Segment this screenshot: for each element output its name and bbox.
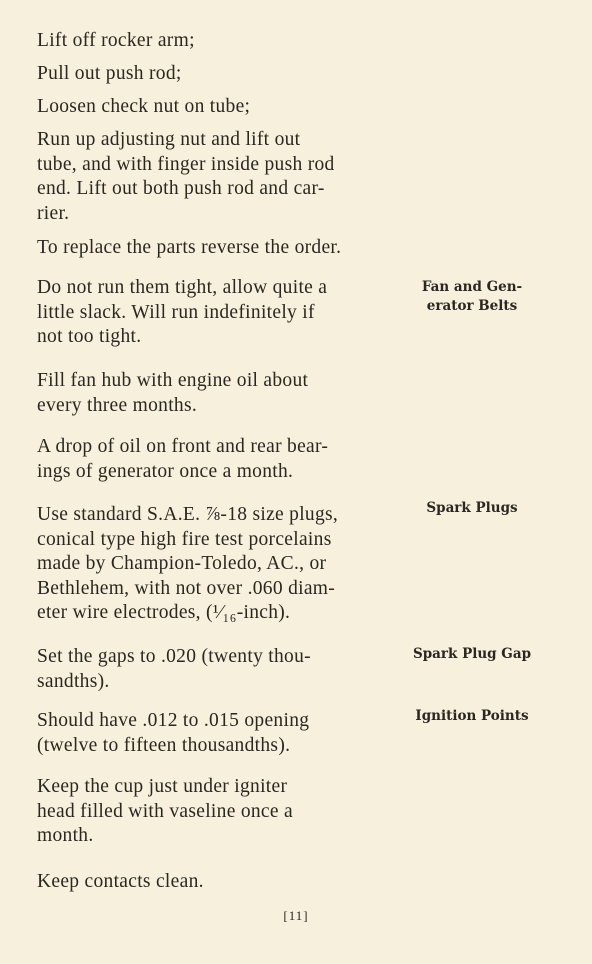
side-heading-line: Fan and Gen- [421, 279, 523, 295]
text-line: end. Lift out both push rod and car- [37, 178, 325, 199]
paragraph-set-gaps [37, 645, 389, 694]
text-line: little slack. Will run indefinitely if [37, 301, 315, 323]
paragraph-replace-parts [37, 236, 389, 261]
text-line: Should have .012 to .015 opening [37, 710, 310, 731]
text-line: Lift off rocker arm; [37, 30, 195, 51]
text-line: eter wire electrodes, (¹⁄₁₆-inch). [37, 602, 291, 623]
text-line: (twelve to fifteen thousandths). [37, 734, 291, 756]
text-line: Do not run them tight, allow quite a [37, 277, 328, 298]
paragraph-keep-contacts-clean [37, 870, 389, 895]
paragraph-fan-hub-oil [37, 369, 389, 418]
text-line: Use standard S.A.E. ⅞-18 size plugs, [37, 504, 339, 525]
side-heading-line: Spark Plugs [426, 500, 518, 516]
text-line: conical type high fire test porcelains [37, 528, 332, 550]
side-heading-fan-generator-belts [382, 278, 562, 316]
paragraph-run-up-adjusting-nut [37, 128, 389, 226]
text-line: Run up adjusting nut and lift out [37, 129, 301, 150]
text-line: Loosen check nut on tube; [37, 96, 251, 117]
paragraph-belts-slack [37, 276, 389, 350]
page-number: [11] [283, 908, 309, 923]
text-line: Bethlehem, with not over .060 diam- [37, 577, 336, 599]
text-line: sandths). [37, 670, 110, 692]
text-line: not too tight. [37, 326, 142, 347]
text-line: head filled with vaseline once a [37, 800, 293, 822]
side-heading-line: Spark Plug Gap [412, 646, 532, 662]
side-heading-ignition-points [382, 707, 562, 726]
text-line: month. [37, 825, 94, 846]
side-heading-spark-plugs [382, 499, 562, 518]
paragraph-lift-rocker-arm [37, 29, 389, 54]
side-heading-line: erator Belts [426, 298, 518, 314]
paragraph-loosen-check-nut [37, 95, 389, 120]
paragraph-pull-push-rod [37, 62, 389, 87]
paragraph-igniter-cup [37, 775, 389, 849]
paragraph-spark-plugs [37, 503, 389, 626]
text-line: rier. [37, 202, 70, 224]
text-line: every three months. [37, 394, 198, 416]
paragraph-generator-bearings [37, 435, 389, 484]
text-line: Set the gaps to .020 (twenty thou- [37, 646, 311, 667]
side-heading-line: Ignition Points [415, 708, 529, 724]
text-line: Keep the cup just under igniter [37, 776, 288, 797]
side-heading-spark-plug-gap [382, 645, 562, 664]
text-line: ings of generator once a month. [37, 460, 294, 482]
text-line: made by Champion-Toledo, AC., or [37, 553, 327, 574]
text-line: A drop of oil on front and rear bear- [37, 436, 329, 457]
text-line: To replace the parts reverse the order. [37, 237, 342, 258]
text-line: Pull out push rod; [37, 63, 182, 84]
paragraph-points-opening [37, 709, 389, 758]
text-line: tube, and with finger inside push rod [37, 153, 335, 175]
text-line: Fill fan hub with engine oil about [37, 370, 309, 391]
text-line: Keep contacts clean. [37, 871, 204, 892]
